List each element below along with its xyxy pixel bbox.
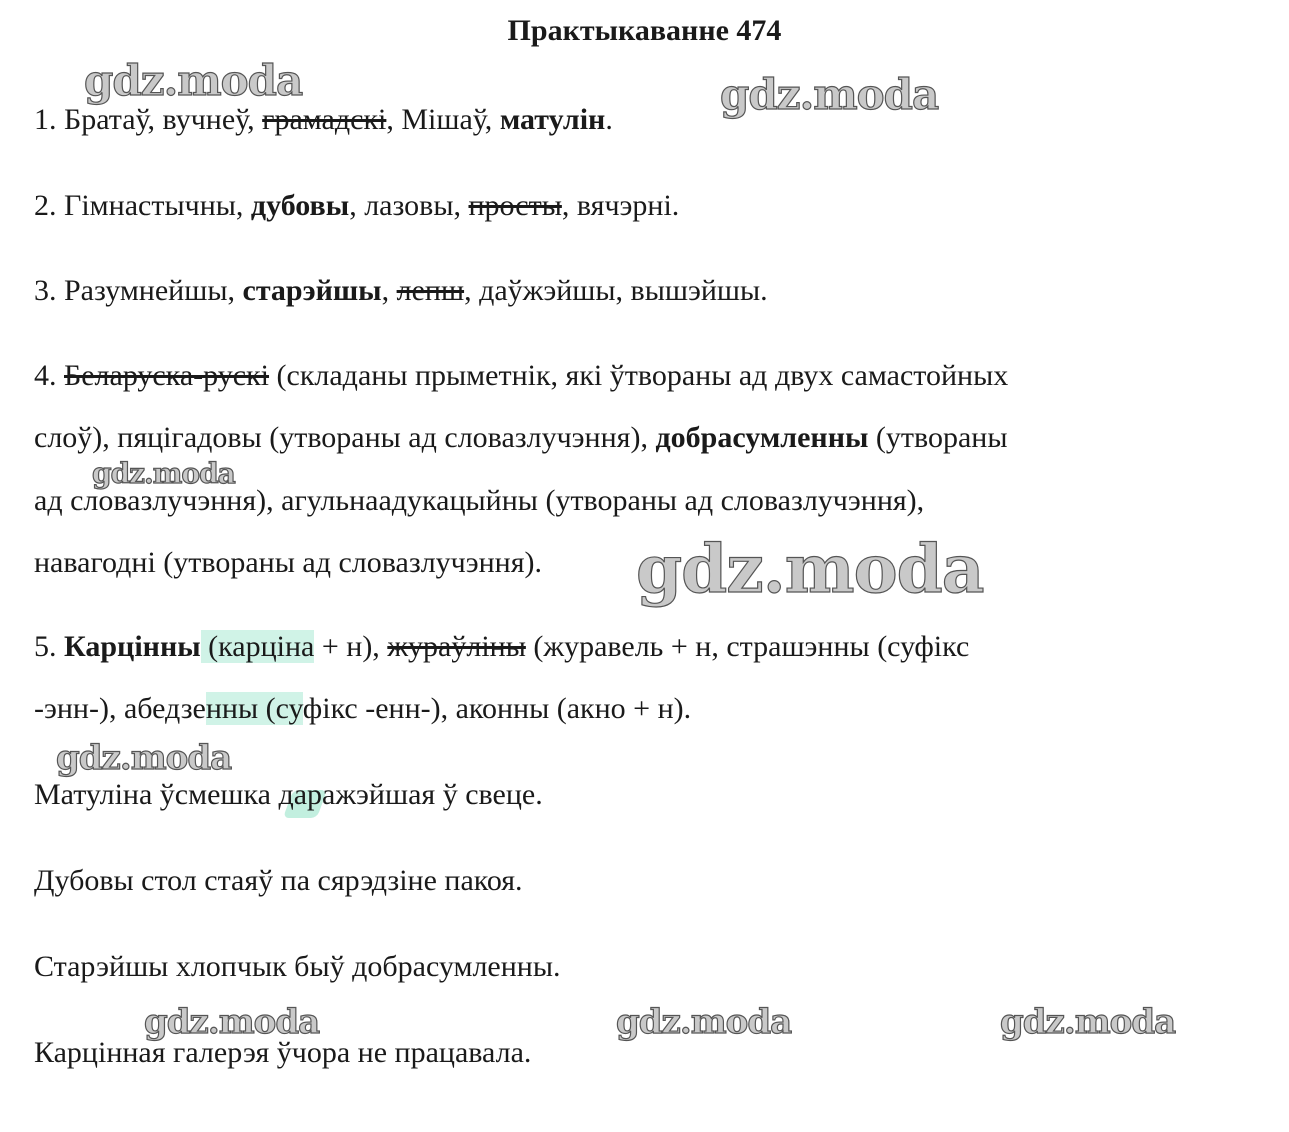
answer-line-4b: слоў), пяцігадовы (утвораны ад словазлучэння), добрасумленны (утвораны bbox=[34, 421, 1008, 454]
bold-word: старэйшы bbox=[242, 274, 382, 307]
struck-word: грамадскі bbox=[262, 103, 387, 136]
example-sentence-3: Старэйшы хлопчык быў добрасумленны. bbox=[34, 950, 561, 983]
struck-word: жураўліны bbox=[387, 630, 526, 663]
watermark: gdz.moda bbox=[144, 1002, 320, 1042]
watermark: gdz.moda bbox=[720, 70, 939, 119]
page-title: Практыкаванне 474 bbox=[507, 14, 782, 47]
struck-word: просты bbox=[468, 189, 562, 222]
answer-line-4d: навагодні (утвораны ад словазлучэння). bbox=[34, 546, 543, 579]
watermark: gdz.moda bbox=[92, 457, 235, 490]
answer-line-4c: ад словазлучэння), агульнаадукацыйны (утвораны ад словазлучэння), bbox=[34, 484, 925, 517]
answer-line-1: 1. Братаў, вучнеў, грамадскі, Мішаў, матулін. bbox=[34, 103, 613, 136]
highlighted-text: (карціна bbox=[200, 630, 315, 663]
watermark: gdz.moda bbox=[636, 530, 984, 608]
bold-word: добрасумленны bbox=[655, 421, 869, 454]
example-sentence-4: Карцінная галерэя ўчора не працавала. bbox=[34, 1036, 532, 1069]
watermark: gdz.moda bbox=[56, 738, 232, 778]
example-sentence-2: Дубовы стол стаяў па сярэдзіне пакоя. bbox=[34, 864, 523, 897]
struck-word: Беларуска-рускі bbox=[64, 359, 270, 392]
bold-word: матулін bbox=[499, 103, 606, 136]
answer-line-4a: 4. Беларуска-рускі (складаны прыметнік, які ўтвораны ад двух самастойных bbox=[34, 359, 1009, 392]
answer-line-5a: 5. Карцінны (карціна + н), жураўліны (журавель + н, страшэнны (суфікс bbox=[34, 630, 970, 663]
answer-line-3: 3. Разумнейшы, старэйшы, лепш, даўжэйшы, вышэйшы. bbox=[34, 274, 768, 307]
bold-word: дубовы bbox=[250, 189, 350, 222]
watermark: gdz.moda bbox=[84, 56, 303, 105]
struck-word: лепш bbox=[396, 274, 465, 307]
watermark: gdz.moda bbox=[1000, 1002, 1176, 1042]
watermark: gdz.moda bbox=[616, 1002, 792, 1042]
example-sentence-1: Матуліна ўсмешка даражэйшая ў свеце. bbox=[34, 778, 543, 811]
highlighted-text: нны (су bbox=[205, 692, 303, 725]
answer-line-5b: -энн-), абедзенны (суфікс -енн-), аконны (акно + н). bbox=[34, 692, 692, 725]
bold-word: Карцінны bbox=[64, 630, 201, 663]
answer-line-2: 2. Гімнастычны, дубовы, лазовы, просты, вячэрні. bbox=[34, 189, 680, 222]
